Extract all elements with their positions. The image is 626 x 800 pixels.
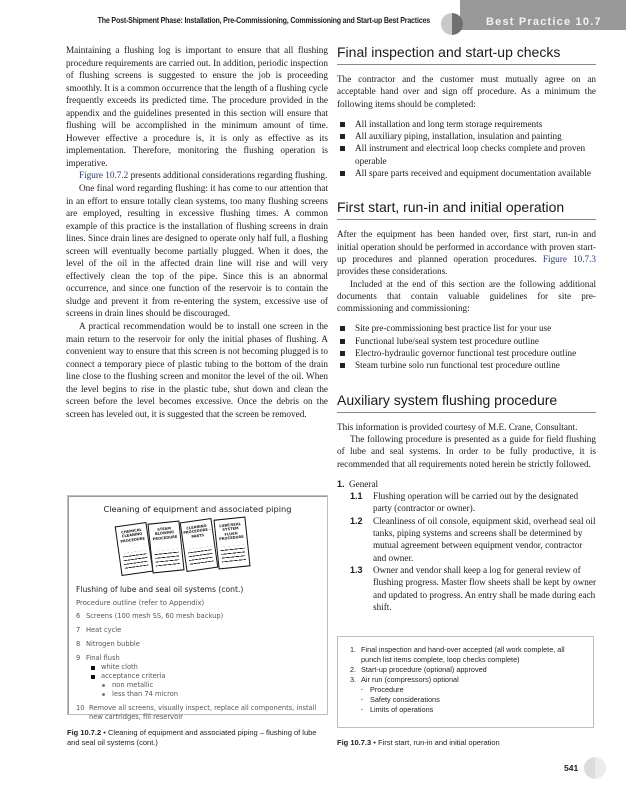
procedure-outline: Procedure outline (refer to Appendix) (76, 599, 205, 607)
section-heading: Auxiliary system flushing procedure (337, 392, 596, 413)
figure-title: Cleaning of equipment and associated piping (103, 504, 292, 514)
figure-caption: Fig 10.7.2 • Cleaning of equipment and associated piping – flushing of lube and seal oil systems (cont.) (67, 728, 317, 747)
numbered-item: 2. Start-up procedure (optional) approved (350, 665, 487, 674)
paragraph: The following procedure is presented as a guide for field flushing of lube and seal systems. In order to be fully productive, it is recommended that all requirements noted herein be strictly followed. (337, 433, 596, 469)
paragraph: One final word regarding flushing: it has come to our attention that in an effort to ensure totally clean systems, too many flushing screens are employed, resulting in excessive flushing times. A common example of this practice is the installation of flushing screens in drain lines. Since drain lines are designed to operate only half full, a flushing screen will eventually become partially plugged. When it does, the level of the oil in the affected drain line will rise and will very effectively clean the top of the pipe. Since this is an abnormal occurrence, and since one function of the reservoir is to contain the sludge and prevent it from re-entering the system, excessive use of screens in drain lines should be discouraged. (66, 183, 328, 319)
numbered-subitem: 1.3 Owner and vendor shall keep a log for general review of flushing progress. Master flow sheets shall be kept by owner and updated to progress. An entry shall be made during each shift. (350, 564, 597, 612)
numbered-item: 3. Air run (compressors) optional (350, 675, 459, 684)
sub-item: ▪ Limits of operations (350, 705, 583, 715)
sub-item: ▪ Safety considerations (350, 695, 583, 705)
numbered-item: 1. General (337, 478, 379, 489)
left-column (66, 44, 328, 420)
sub-item: ▪ Procedure (350, 685, 583, 695)
page-number: 541 (564, 763, 579, 773)
document-icon: LUBE/SEAL SYSTEM FLUSH PROCEDURE (213, 516, 250, 569)
list-item: Functional lube/seal system test procedure outline (337, 335, 596, 347)
step-item: 9 Final flush (76, 654, 120, 662)
checklist (337, 118, 596, 179)
document-illustration (68, 518, 327, 583)
figure-link[interactable]: Figure 10.7.2 (79, 170, 129, 181)
list-item: All installation and long term storage requirements (337, 118, 596, 130)
page-circle-ornament (584, 757, 606, 779)
step-item: 10 Remove all screens, visually inspect, replace all components, install new cartridges, fill reservoir (76, 704, 317, 721)
bullet-item: acceptance criteria (90, 672, 327, 681)
document-icon: CLEANING PROCEDURE – PARTS (180, 518, 219, 572)
paragraph: This information is provided courtesy of M.E. Crane, Consultant. (337, 421, 578, 432)
section-heading: First start, run-in and initial operation (337, 199, 596, 220)
document-list (337, 322, 596, 371)
numbered-item: 1. Final inspection and hand-over accepted (all work complete, all punch list items complete, loop checks complete) (350, 645, 565, 664)
list-item: Site pre-commissioning best practice list for your use (337, 322, 596, 334)
figure-link[interactable]: Figure 10.7.3 (542, 253, 596, 264)
list-item: All spare parts received and equipment documentation available (337, 167, 596, 179)
numbered-subitem: 1.1 Flushing operation will be carried out by the designated party (contractor or owner). (350, 491, 579, 514)
list-item: All instrument and electrical loop checks complete and proven operable (337, 142, 596, 167)
paragraph: After the equipment has been handed over, first start, run-in and initial operation should be performed in accordance with proven start-up procedures and planned operation procedures. Figure 10.7.3 provides these considerations. (337, 229, 596, 277)
figure-caption: Fig 10.7.3 • First start, run-in and initial operation (337, 738, 500, 747)
section-label: Best Practice 10.7 (486, 16, 602, 28)
paragraph: The contractor and the customer must mutually agree on an acceptable hand over and sign off procedure. As a minimum the following items should be completed: (337, 74, 596, 109)
paragraph: A practical recommendation would be to install one screen in the main return to the reservoir for only the initial phases of flushing. A convenient way to ensure that this screen is not becoming plugged is to connect a temporary piece of plastic tubing to the bottom of the drain line close to the flushing screen and monitor the level of the oil. When the level begins to rise in the plastic tube, shut down and clean the screen before the level becomes excessive. Once the debris on the screen has leveled out, it is suggested that the screen be removed. (66, 321, 328, 419)
document-icon: CHEMICAL CLEANING PROCEDURE (115, 522, 154, 576)
running-title: The Post-Shipment Phase: Installation, Pre-Commissioning, Commissioning and Start-up Best Practices (97, 16, 431, 25)
paragraph: Maintaining a flushing log is important to ensure that all flushing procedure requirements are carried out. In addition, periodic inspection of flushing screens is suggested to ensure the job is proceeding smoothly. It is a common occurrence that the length of a flushing cycle frequently exceeds its predicted time. The procedure provided in the appendix and the guidelines presented in this section will ensure that flushing will be accomplished in the minimum amount of time. However effective a procedure is, it is only as effective as its implementation. Therefore, monitoring the flushing operation is imperative. (66, 45, 328, 168)
list-item: All auxiliary piping, installation, insulation and painting (337, 130, 596, 142)
step-item: 7 Heat cycle (76, 626, 122, 634)
sub-bullet-item: non metallic (101, 681, 327, 690)
list-item: Electro-hydraulic governor functional test procedure outline (337, 347, 596, 359)
bullet-item: white cloth (90, 663, 327, 672)
paragraph-text: presents additional considerations regarding flushing. (128, 170, 328, 181)
paragraph (66, 169, 328, 182)
list-item: Steam turbine solo run functional test procedure outline (337, 359, 596, 371)
paragraph: Included at the end of this section are the following additional documents that contain valuable guidelines for site pre-commissioning and commissioning: (337, 278, 596, 314)
document-icon: STEAM BLOWING PROCEDURE (147, 520, 184, 573)
step-item: 6 Screens (100 mesh SS, 60 mesh backup) (76, 612, 224, 620)
header-circle-ornament (441, 13, 463, 35)
section-heading: Final inspection and start-up checks (337, 44, 596, 65)
figure-10-7-2 (67, 495, 328, 721)
step-item: 8 Nitrogen bubble (76, 640, 140, 648)
figure-10-7-3 (337, 636, 594, 728)
right-column (337, 44, 596, 613)
sub-bullet-item: less than 74 micron (101, 690, 327, 699)
figure-subtitle: Flushing of lube and seal oil systems (cont.) (76, 585, 244, 594)
numbered-subitem: 1.2 Cleanliness of oil console, equipment skid, overhead seal oil tanks, piping systems and screens shall be determined by mutual agreement between equipment vendor, contractor and owner. (350, 515, 596, 563)
